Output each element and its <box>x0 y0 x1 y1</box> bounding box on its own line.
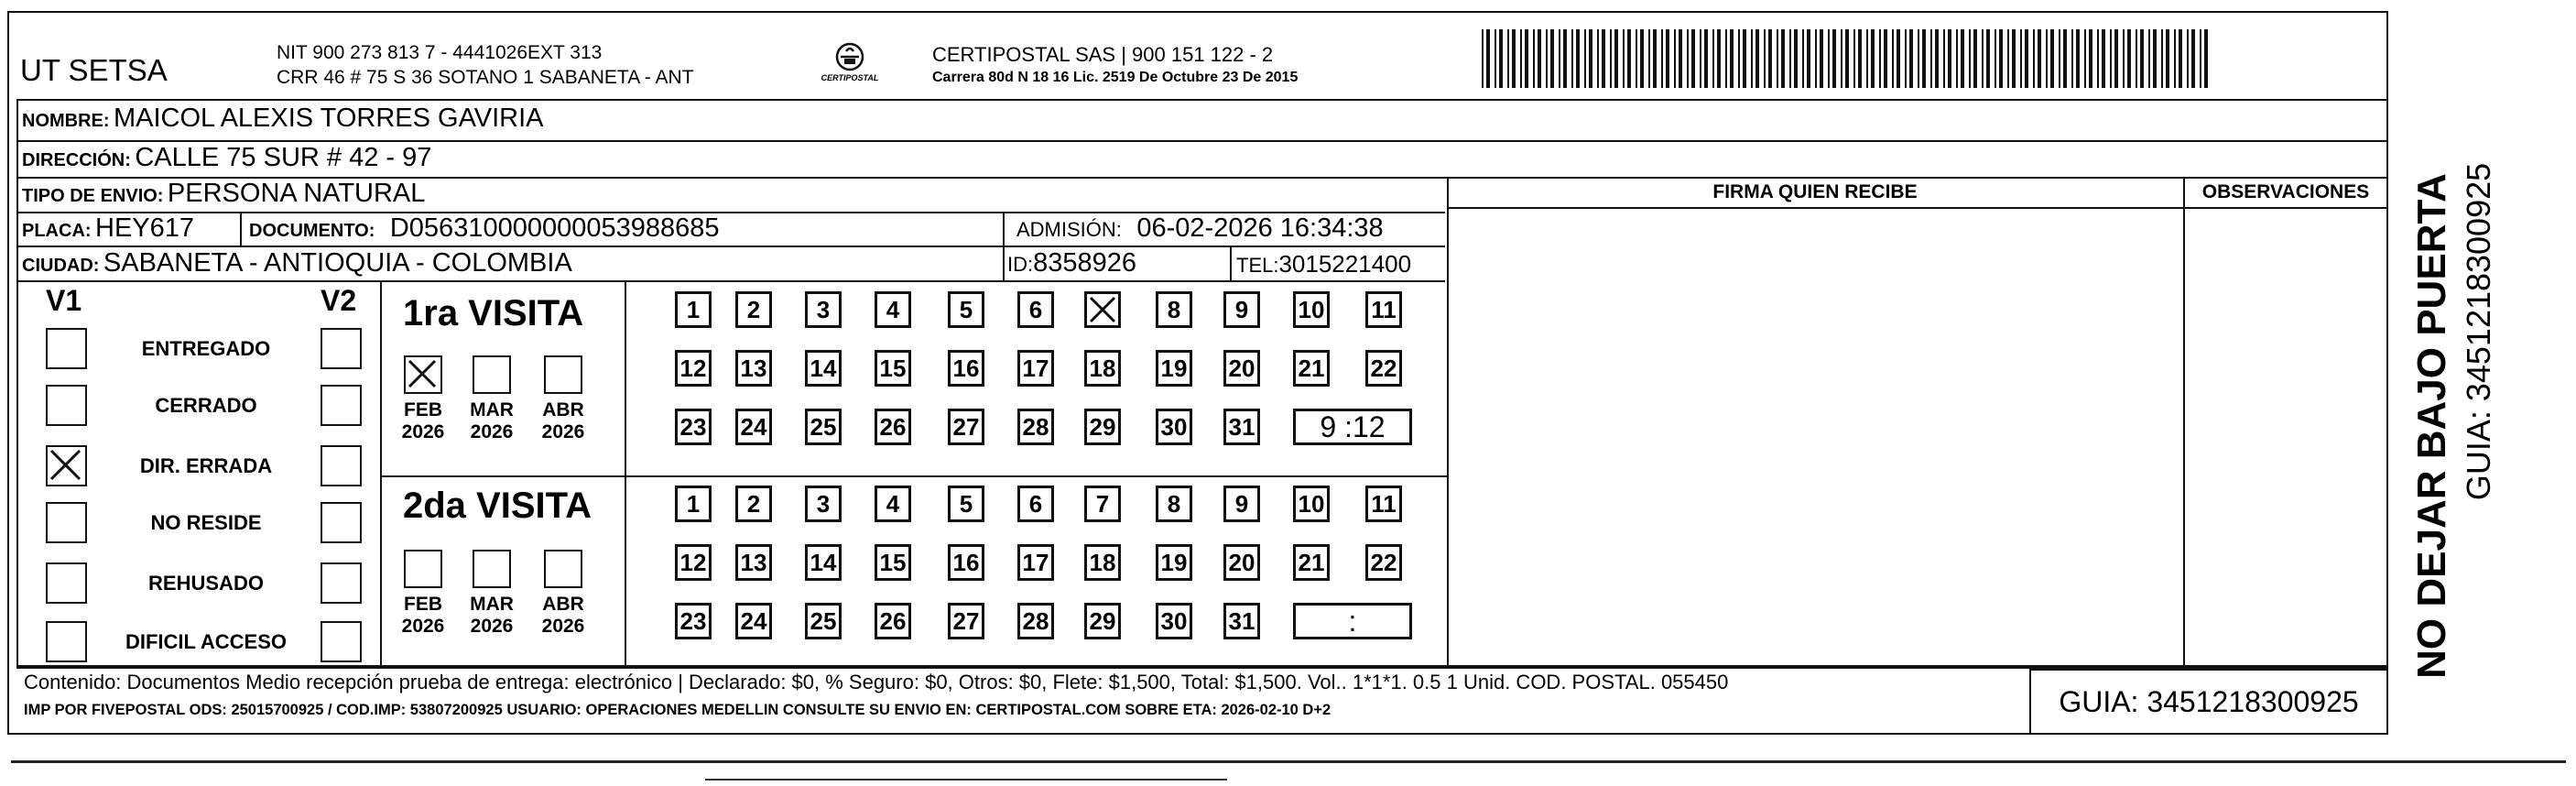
day-box[interactable]: 5 <box>948 486 984 522</box>
status-label: DIR. ERRADA <box>139 454 273 477</box>
tel-row <box>1236 250 1411 278</box>
shipping-type: PERSONA NATURAL <box>167 179 426 208</box>
day-box[interactable]: 21 <box>1293 350 1330 387</box>
status-label: ENTREGADO <box>141 337 271 360</box>
day-box[interactable]: 22 <box>1365 544 1402 581</box>
type-row <box>22 179 425 209</box>
content-line: Contenido: Documentos Medio recepción prueba de entrega: electrónico | Declarado: $0, % Seguro: $0, Otros: $0, Flete: $1,500, Total: $1,500. Vol.. 1*1*1. 0.5 1 Unid. COD. POSTAL. 055450 <box>24 671 1729 693</box>
name-row <box>22 104 544 134</box>
day-box[interactable]: 4 <box>875 486 911 522</box>
day-box[interactable]: 20 <box>1223 544 1260 581</box>
v2-checkbox[interactable] <box>321 445 362 486</box>
month-label <box>464 399 519 443</box>
x-mark-icon <box>48 447 85 485</box>
day-box[interactable]: 18 <box>1084 544 1121 581</box>
certipostal-logo-icon <box>813 40 886 95</box>
id-label: ID: <box>1007 253 1034 276</box>
document-value: D056310000000053988685 <box>389 213 720 243</box>
guia-box <box>2029 669 2388 735</box>
month-name: ABR <box>542 594 584 615</box>
day-box[interactable]: 31 <box>1223 603 1260 639</box>
day-box[interactable]: 16 <box>948 350 984 387</box>
day-box[interactable]: 12 <box>675 544 712 581</box>
recipient-name: MAICOL ALEXIS TORRES GAVIRIA <box>114 104 544 133</box>
day-box[interactable]: 7 <box>1084 486 1121 522</box>
day-box[interactable]: 28 <box>1017 603 1054 639</box>
row-line <box>1447 207 2388 209</box>
month-name: MAR <box>470 399 514 420</box>
day-box[interactable]: 29 <box>1084 603 1121 639</box>
day-box[interactable]: 9 <box>1223 291 1260 328</box>
day-box[interactable]: 20 <box>1223 350 1260 387</box>
row-line <box>16 280 1445 282</box>
v1-checkbox[interactable] <box>46 502 87 543</box>
col-line <box>1447 177 1449 667</box>
day-box[interactable]: 31 <box>1223 409 1260 445</box>
col-line <box>625 280 626 667</box>
day-box[interactable]: 13 <box>735 544 772 581</box>
x-mark-icon <box>1087 294 1120 327</box>
id-row <box>1007 248 1136 278</box>
month-label <box>396 399 451 443</box>
month-label <box>536 594 591 638</box>
col-line <box>1003 212 1005 280</box>
city-row <box>22 248 572 278</box>
status-label: CERRADO <box>155 394 257 417</box>
v1-checkbox[interactable] <box>46 621 87 662</box>
month-checkbox[interactable] <box>544 355 582 394</box>
month-name: ABR <box>542 399 584 420</box>
month-name: FEB <box>404 594 442 615</box>
signature-header: FIRMA QUIEN RECIBE <box>1712 181 1918 202</box>
plate-label: PLACA: <box>22 221 92 241</box>
day-box[interactable]: 23 <box>675 409 712 445</box>
v1-checkbox[interactable] <box>46 562 87 604</box>
day-box[interactable]: 28 <box>1017 409 1054 445</box>
day-box[interactable] <box>1084 291 1121 328</box>
day-box[interactable]: 9 <box>1223 486 1260 522</box>
day-box[interactable]: 11 <box>1365 291 1402 328</box>
certipostal-logo <box>813 40 886 95</box>
carrier-line: CERTIPOSTAL SAS | 900 151 122 - 2 <box>932 43 1274 66</box>
city-value: SABANETA - ANTIOQUIA - COLOMBIA <box>103 248 572 278</box>
side-guia: GUIA: 3451218300925 <box>2460 162 2497 501</box>
v2-checkbox[interactable] <box>321 385 362 426</box>
day-box[interactable]: 6 <box>1017 486 1054 522</box>
month-checkbox[interactable] <box>544 550 582 588</box>
day-box[interactable]: 25 <box>805 409 842 445</box>
day-box[interactable]: 16 <box>948 544 984 581</box>
admission-label: ADMISIÓN: <box>1016 218 1122 241</box>
day-box[interactable]: 30 <box>1156 409 1192 445</box>
day-box[interactable]: 6 <box>1017 291 1054 328</box>
plate-value: HEY617 <box>95 213 195 243</box>
month-checkbox[interactable] <box>473 355 511 394</box>
day-box[interactable]: 2 <box>735 486 772 522</box>
id-value: 8358926 <box>1033 248 1137 278</box>
bottom-separator <box>11 760 2566 763</box>
status-label: REHUSADO <box>148 572 264 595</box>
day-box[interactable]: 27 <box>948 603 984 639</box>
observations-header: OBSERVACIONES <box>2201 181 2370 202</box>
month-label <box>536 399 591 443</box>
type-label: TIPO DE ENVIO: <box>22 186 164 206</box>
day-box[interactable]: 27 <box>948 409 984 445</box>
col-line <box>240 212 242 246</box>
tel-label: TEL: <box>1236 254 1279 277</box>
day-box[interactable]: 18 <box>1084 350 1121 387</box>
month-checkbox[interactable] <box>404 550 442 588</box>
month-label <box>396 594 451 638</box>
v1-checkbox[interactable] <box>46 328 87 369</box>
day-box[interactable]: 10 <box>1293 291 1330 328</box>
city-label: CIUDAD: <box>22 256 100 276</box>
col-line <box>1230 246 1232 280</box>
day-box[interactable]: 21 <box>1293 544 1330 581</box>
day-box[interactable]: 14 <box>805 350 842 387</box>
name-label: NOMBRE: <box>22 111 110 131</box>
v2-checkbox[interactable] <box>321 562 362 604</box>
visit-1-title: 1ra VISITA <box>403 293 584 333</box>
v2-checkbox[interactable] <box>321 502 362 543</box>
admission-value: 06-02-2026 16:34:38 <box>1136 213 1384 243</box>
day-box[interactable]: 23 <box>675 603 712 639</box>
day-box[interactable]: 4 <box>875 291 911 328</box>
address-label: DIRECCIÓN: <box>22 150 131 170</box>
address-row <box>22 143 431 173</box>
day-box[interactable]: 17 <box>1017 350 1054 387</box>
month-name: MAR <box>470 594 514 615</box>
tel-value: 3015221400 <box>1278 250 1412 278</box>
month-year: 2026 <box>470 616 514 637</box>
license-line: Carrera 80d N 18 16 Lic. 2519 De Octubre 23 De 2015 <box>932 70 1299 85</box>
day-box[interactable]: 8 <box>1156 486 1192 522</box>
day-box[interactable]: 26 <box>875 603 911 639</box>
day-box[interactable]: 1 <box>675 486 712 522</box>
day-box[interactable]: 15 <box>875 350 911 387</box>
day-box[interactable]: 15 <box>875 544 911 581</box>
row-line <box>16 140 2388 142</box>
day-box[interactable]: 25 <box>805 603 842 639</box>
v1-checkbox[interactable] <box>46 385 87 426</box>
col-line <box>380 280 382 667</box>
time-field[interactable]: : <box>1293 603 1412 639</box>
status-label: NO RESIDE <box>150 511 262 534</box>
day-box[interactable]: 14 <box>805 544 842 581</box>
month-name: FEB <box>404 399 442 420</box>
side-warning: NO DEJAR BAJO PUERTA <box>2409 173 2454 679</box>
tear-line <box>705 779 1227 781</box>
day-box[interactable]: 5 <box>948 291 984 328</box>
day-box[interactable]: 19 <box>1156 350 1192 387</box>
logo-text: CERTIPOSTAL <box>821 73 879 82</box>
day-box[interactable]: 22 <box>1365 350 1402 387</box>
col-line <box>2183 177 2185 667</box>
v2-checkbox[interactable] <box>321 621 362 662</box>
document-label: DOCUMENTO: <box>249 221 375 241</box>
month-label <box>464 594 519 638</box>
day-box[interactable]: 12 <box>675 350 712 387</box>
day-box[interactable]: 19 <box>1156 544 1192 581</box>
recipient-address: CALLE 75 SUR # 42 - 97 <box>135 143 432 172</box>
month-year: 2026 <box>401 421 445 442</box>
plate-row <box>22 213 194 244</box>
day-box[interactable]: 17 <box>1017 544 1054 581</box>
v2-header: V2 <box>321 284 357 317</box>
day-box[interactable]: 3 <box>805 291 842 328</box>
document-row <box>249 213 720 244</box>
day-box[interactable]: 11 <box>1365 486 1402 522</box>
day-box[interactable]: 24 <box>735 603 772 639</box>
imp-line: IMP POR FIVEPOSTAL ODS: 25015700925 / COD.IMP: 53807200925 USUARIO: OPERACIONES MEDELLIN CONSULTE SU ENVIO EN: CERTIPOSTAL.COM SOBRE ETA: 2026-02-10 D+2 <box>24 702 1331 718</box>
day-box[interactable]: 30 <box>1156 603 1192 639</box>
month-year: 2026 <box>541 616 585 637</box>
x-mark-icon <box>406 357 440 392</box>
month-year: 2026 <box>401 616 445 637</box>
day-box[interactable]: 1 <box>675 291 712 328</box>
company-name: UT SETSA <box>20 53 168 87</box>
day-box[interactable]: 3 <box>805 486 842 522</box>
guia-box-text: GUIA: 3451218300925 <box>2059 684 2359 718</box>
day-box[interactable]: 13 <box>735 350 772 387</box>
day-box[interactable]: 2 <box>735 291 772 328</box>
v2-checkbox[interactable] <box>321 328 362 369</box>
status-label: DIFICIL ACCESO <box>125 630 287 653</box>
nit-line: NIT 900 273 813 7 - 4441026EXT 313 <box>277 42 603 63</box>
time-field[interactable]: 9 :12 <box>1293 409 1412 445</box>
admission-row <box>1016 213 1384 244</box>
barcode-icon <box>1482 29 2210 88</box>
v1-checkbox[interactable] <box>46 445 87 486</box>
day-box[interactable]: 24 <box>735 409 772 445</box>
day-box[interactable]: 10 <box>1293 486 1330 522</box>
sender-address: CRR 46 # 75 S 36 SOTANO 1 SABANETA - ANT <box>277 67 694 88</box>
day-box[interactable]: 29 <box>1084 409 1121 445</box>
v1-header: V1 <box>46 284 82 317</box>
month-checkbox[interactable] <box>473 550 511 588</box>
row-line <box>380 475 1447 477</box>
month-year: 2026 <box>541 421 585 442</box>
month-year: 2026 <box>470 421 514 442</box>
visit-2-title: 2da VISITA <box>403 486 592 526</box>
barcode <box>1482 29 2210 88</box>
day-box[interactable]: 26 <box>875 409 911 445</box>
day-box[interactable]: 8 <box>1156 291 1192 328</box>
month-checkbox[interactable] <box>404 355 442 394</box>
